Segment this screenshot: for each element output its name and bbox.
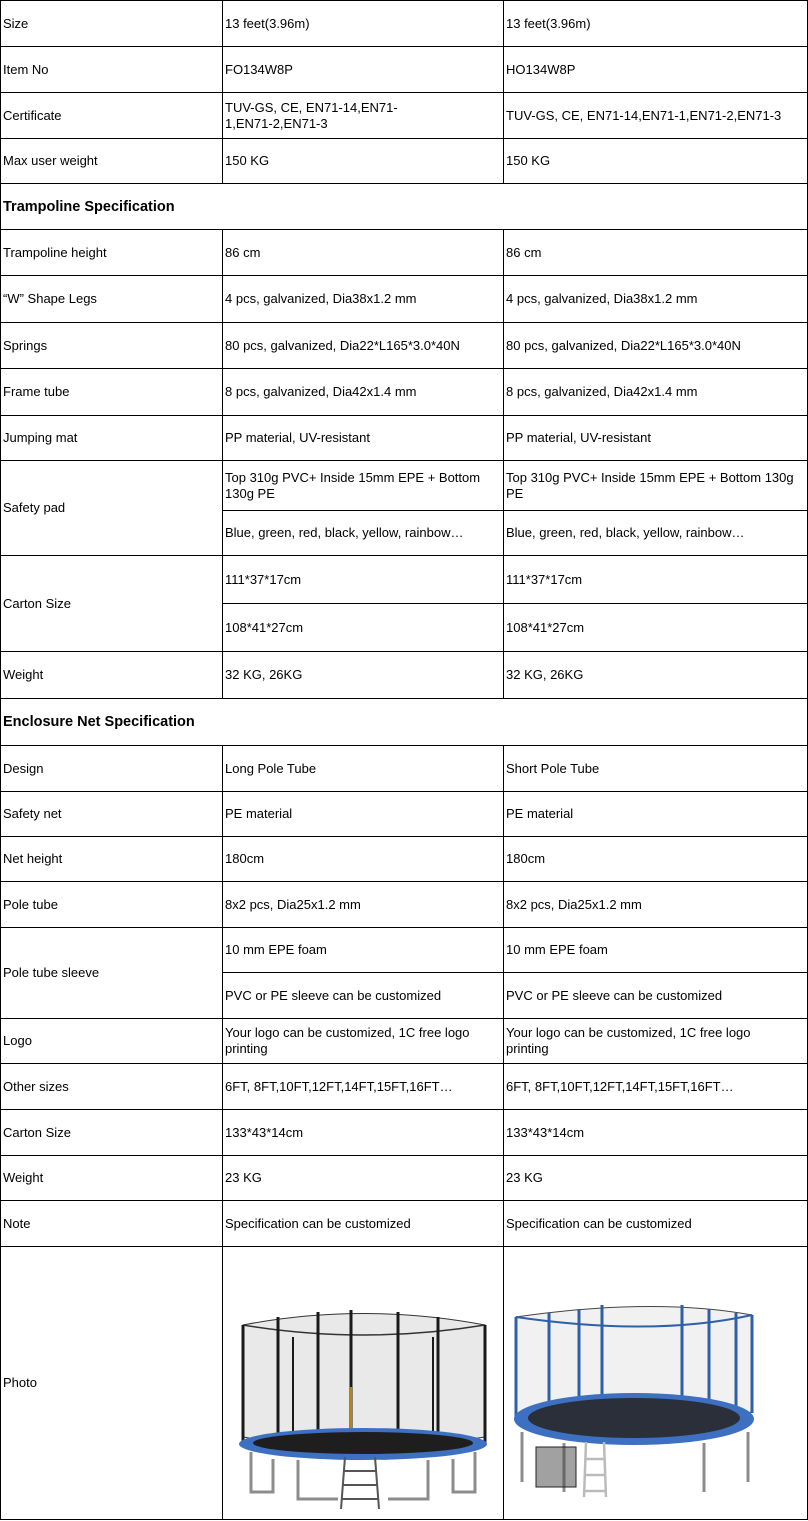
- value-cell-a: 32 KG, 26KG: [223, 652, 504, 699]
- value-cell-b: 10 mm EPE foam: [504, 928, 808, 973]
- row-design: [1, 746, 808, 792]
- value-cell-a: Specification can be customized: [223, 1201, 504, 1247]
- trampoline-long-pole-photo: [223, 1247, 504, 1519]
- label-cell: Note: [1, 1201, 223, 1247]
- photo-cell-a: [223, 1247, 504, 1520]
- row-item-no: [1, 47, 808, 93]
- label-cell: Weight: [1, 1156, 223, 1201]
- label-cell: Trampoline height: [1, 230, 223, 276]
- row-pole-tube: [1, 882, 808, 928]
- value-cell-b: Your logo can be customized, 1C free logo printing: [504, 1019, 808, 1064]
- value-cell-b: 6FT, 8FT,10FT,12FT,14FT,15FT,16FT…: [504, 1064, 808, 1110]
- row-safety-pad-1: [1, 461, 808, 511]
- row-other-sizes: [1, 1064, 808, 1110]
- value-cell-a: 150 KG: [223, 139, 504, 184]
- value-cell-b: PVC or PE sleeve can be customized: [504, 973, 808, 1019]
- value-cell-a: 13 feet(3.96m): [223, 1, 504, 47]
- label-cell: Photo: [1, 1247, 223, 1520]
- value-cell-a: 180cm: [223, 837, 504, 882]
- label-cell: Item No: [1, 47, 223, 93]
- label-cell: Carton Size: [1, 556, 223, 652]
- value-cell-a: FO134W8P: [223, 47, 504, 93]
- value-cell-a: 6FT, 8FT,10FT,12FT,14FT,15FT,16FT…: [223, 1064, 504, 1110]
- label-cell: Safety net: [1, 792, 223, 837]
- value-cell-b: PP material, UV-resistant: [504, 416, 808, 461]
- value-cell-b: Short Pole Tube: [504, 746, 808, 792]
- value-cell-b: 23 KG: [504, 1156, 808, 1201]
- label-cell: Certificate: [1, 93, 223, 139]
- section-title-enclosure: Enclosure Net Specification: [1, 699, 808, 746]
- value-cell-b: 8 pcs, galvanized, Dia42x1.4 mm: [504, 369, 808, 416]
- section-enclosure-row: [1, 699, 808, 746]
- row-springs: [1, 323, 808, 369]
- value-cell-a: 23 KG: [223, 1156, 504, 1201]
- value-cell-b: 4 pcs, galvanized, Dia38x1.2 mm: [504, 276, 808, 323]
- label-cell: Weight: [1, 652, 223, 699]
- value-cell-a: 133*43*14cm: [223, 1110, 504, 1156]
- label-cell: Springs: [1, 323, 223, 369]
- row-frame-tube: [1, 369, 808, 416]
- value-cell-b: Top 310g PVC+ Inside 15mm EPE + Bottom 130g PE: [504, 461, 808, 511]
- label-cell: Net height: [1, 837, 223, 882]
- label-cell: Other sizes: [1, 1064, 223, 1110]
- value-cell-b: 180cm: [504, 837, 808, 882]
- section-trampoline-row: [1, 184, 808, 230]
- row-net-height: [1, 837, 808, 882]
- value-cell-a: PE material: [223, 792, 504, 837]
- label-cell: Size: [1, 1, 223, 47]
- value-cell-a: Blue, green, red, black, yellow, rainbow…: [223, 511, 504, 556]
- value-cell-a: 10 mm EPE foam: [223, 928, 504, 973]
- value-cell-a: 80 pcs, galvanized, Dia22*L165*3.0*40N: [223, 323, 504, 369]
- row-safety-net: [1, 792, 808, 837]
- photo-cell-b: [504, 1247, 808, 1520]
- value-cell-b: 111*37*17cm: [504, 556, 808, 604]
- label-cell: Safety pad: [1, 461, 223, 556]
- value-cell-b: Blue, green, red, black, yellow, rainbow…: [504, 511, 808, 556]
- row-size: [1, 1, 808, 47]
- value-cell-b: 133*43*14cm: [504, 1110, 808, 1156]
- value-cell-a: PP material, UV-resistant: [223, 416, 504, 461]
- value-cell-b: TUV-GS, CE, EN71-14,EN71-1,EN71-2,EN71-3: [504, 93, 808, 139]
- row-carton-size-bottom: [1, 1110, 808, 1156]
- value-cell-b: HO134W8P: [504, 47, 808, 93]
- label-cell: “W” Shape Legs: [1, 276, 223, 323]
- value-cell-a: Your logo can be customized, 1C free logo printing: [223, 1019, 504, 1064]
- value-cell-a: 4 pcs, galvanized, Dia38x1.2 mm: [223, 276, 504, 323]
- row-weight: [1, 652, 808, 699]
- label-cell: Pole tube: [1, 882, 223, 928]
- value-cell-a: TUV-GS, CE, EN71-14,EN71-1,EN71-2,EN71-3: [223, 93, 504, 139]
- value-cell-a: 108*41*27cm: [223, 604, 504, 652]
- value-cell-b: 86 cm: [504, 230, 808, 276]
- label-cell: Logo: [1, 1019, 223, 1064]
- trampoline-short-pole-photo: [504, 1247, 808, 1519]
- value-cell-b: 108*41*27cm: [504, 604, 808, 652]
- value-cell-a: 111*37*17cm: [223, 556, 504, 604]
- row-logo: [1, 1019, 808, 1064]
- value-cell-b: PE material: [504, 792, 808, 837]
- label-cell: Max user weight: [1, 139, 223, 184]
- section-title-trampoline: Trampoline Specification: [1, 184, 808, 230]
- row-max-user-weight: [1, 139, 808, 184]
- row-carton-size-1: [1, 556, 808, 604]
- value-cell-b: 13 feet(3.96m): [504, 1, 808, 47]
- row-certificate: [1, 93, 808, 139]
- value-cell-b: 8x2 pcs, Dia25x1.2 mm: [504, 882, 808, 928]
- row-pole-sleeve-1: [1, 928, 808, 973]
- value-cell-b: 150 KG: [504, 139, 808, 184]
- row-photo: [1, 1247, 808, 1520]
- row-note: [1, 1201, 808, 1247]
- label-cell: Design: [1, 746, 223, 792]
- value-cell-b: 32 KG, 26KG: [504, 652, 808, 699]
- value-cell-b: 80 pcs, galvanized, Dia22*L165*3.0*40N: [504, 323, 808, 369]
- value-cell-a: 8x2 pcs, Dia25x1.2 mm: [223, 882, 504, 928]
- value-cell-a: PVC or PE sleeve can be customized: [223, 973, 504, 1019]
- row-jumping-mat: [1, 416, 808, 461]
- value-cell-b: Specification can be customized: [504, 1201, 808, 1247]
- row-w-shape-legs: [1, 276, 808, 323]
- label-cell: Jumping mat: [1, 416, 223, 461]
- row-weight-bottom: [1, 1156, 808, 1201]
- value-cell-a: 8 pcs, galvanized, Dia42x1.4 mm: [223, 369, 504, 416]
- value-cell-a: Long Pole Tube: [223, 746, 504, 792]
- row-trampoline-height: [1, 230, 808, 276]
- value-cell-a: Top 310g PVC+ Inside 15mm EPE + Bottom 130g PE: [223, 461, 504, 511]
- value-cell-a: 86 cm: [223, 230, 504, 276]
- label-cell: Frame tube: [1, 369, 223, 416]
- label-cell: Carton Size: [1, 1110, 223, 1156]
- label-cell: Pole tube sleeve: [1, 928, 223, 1019]
